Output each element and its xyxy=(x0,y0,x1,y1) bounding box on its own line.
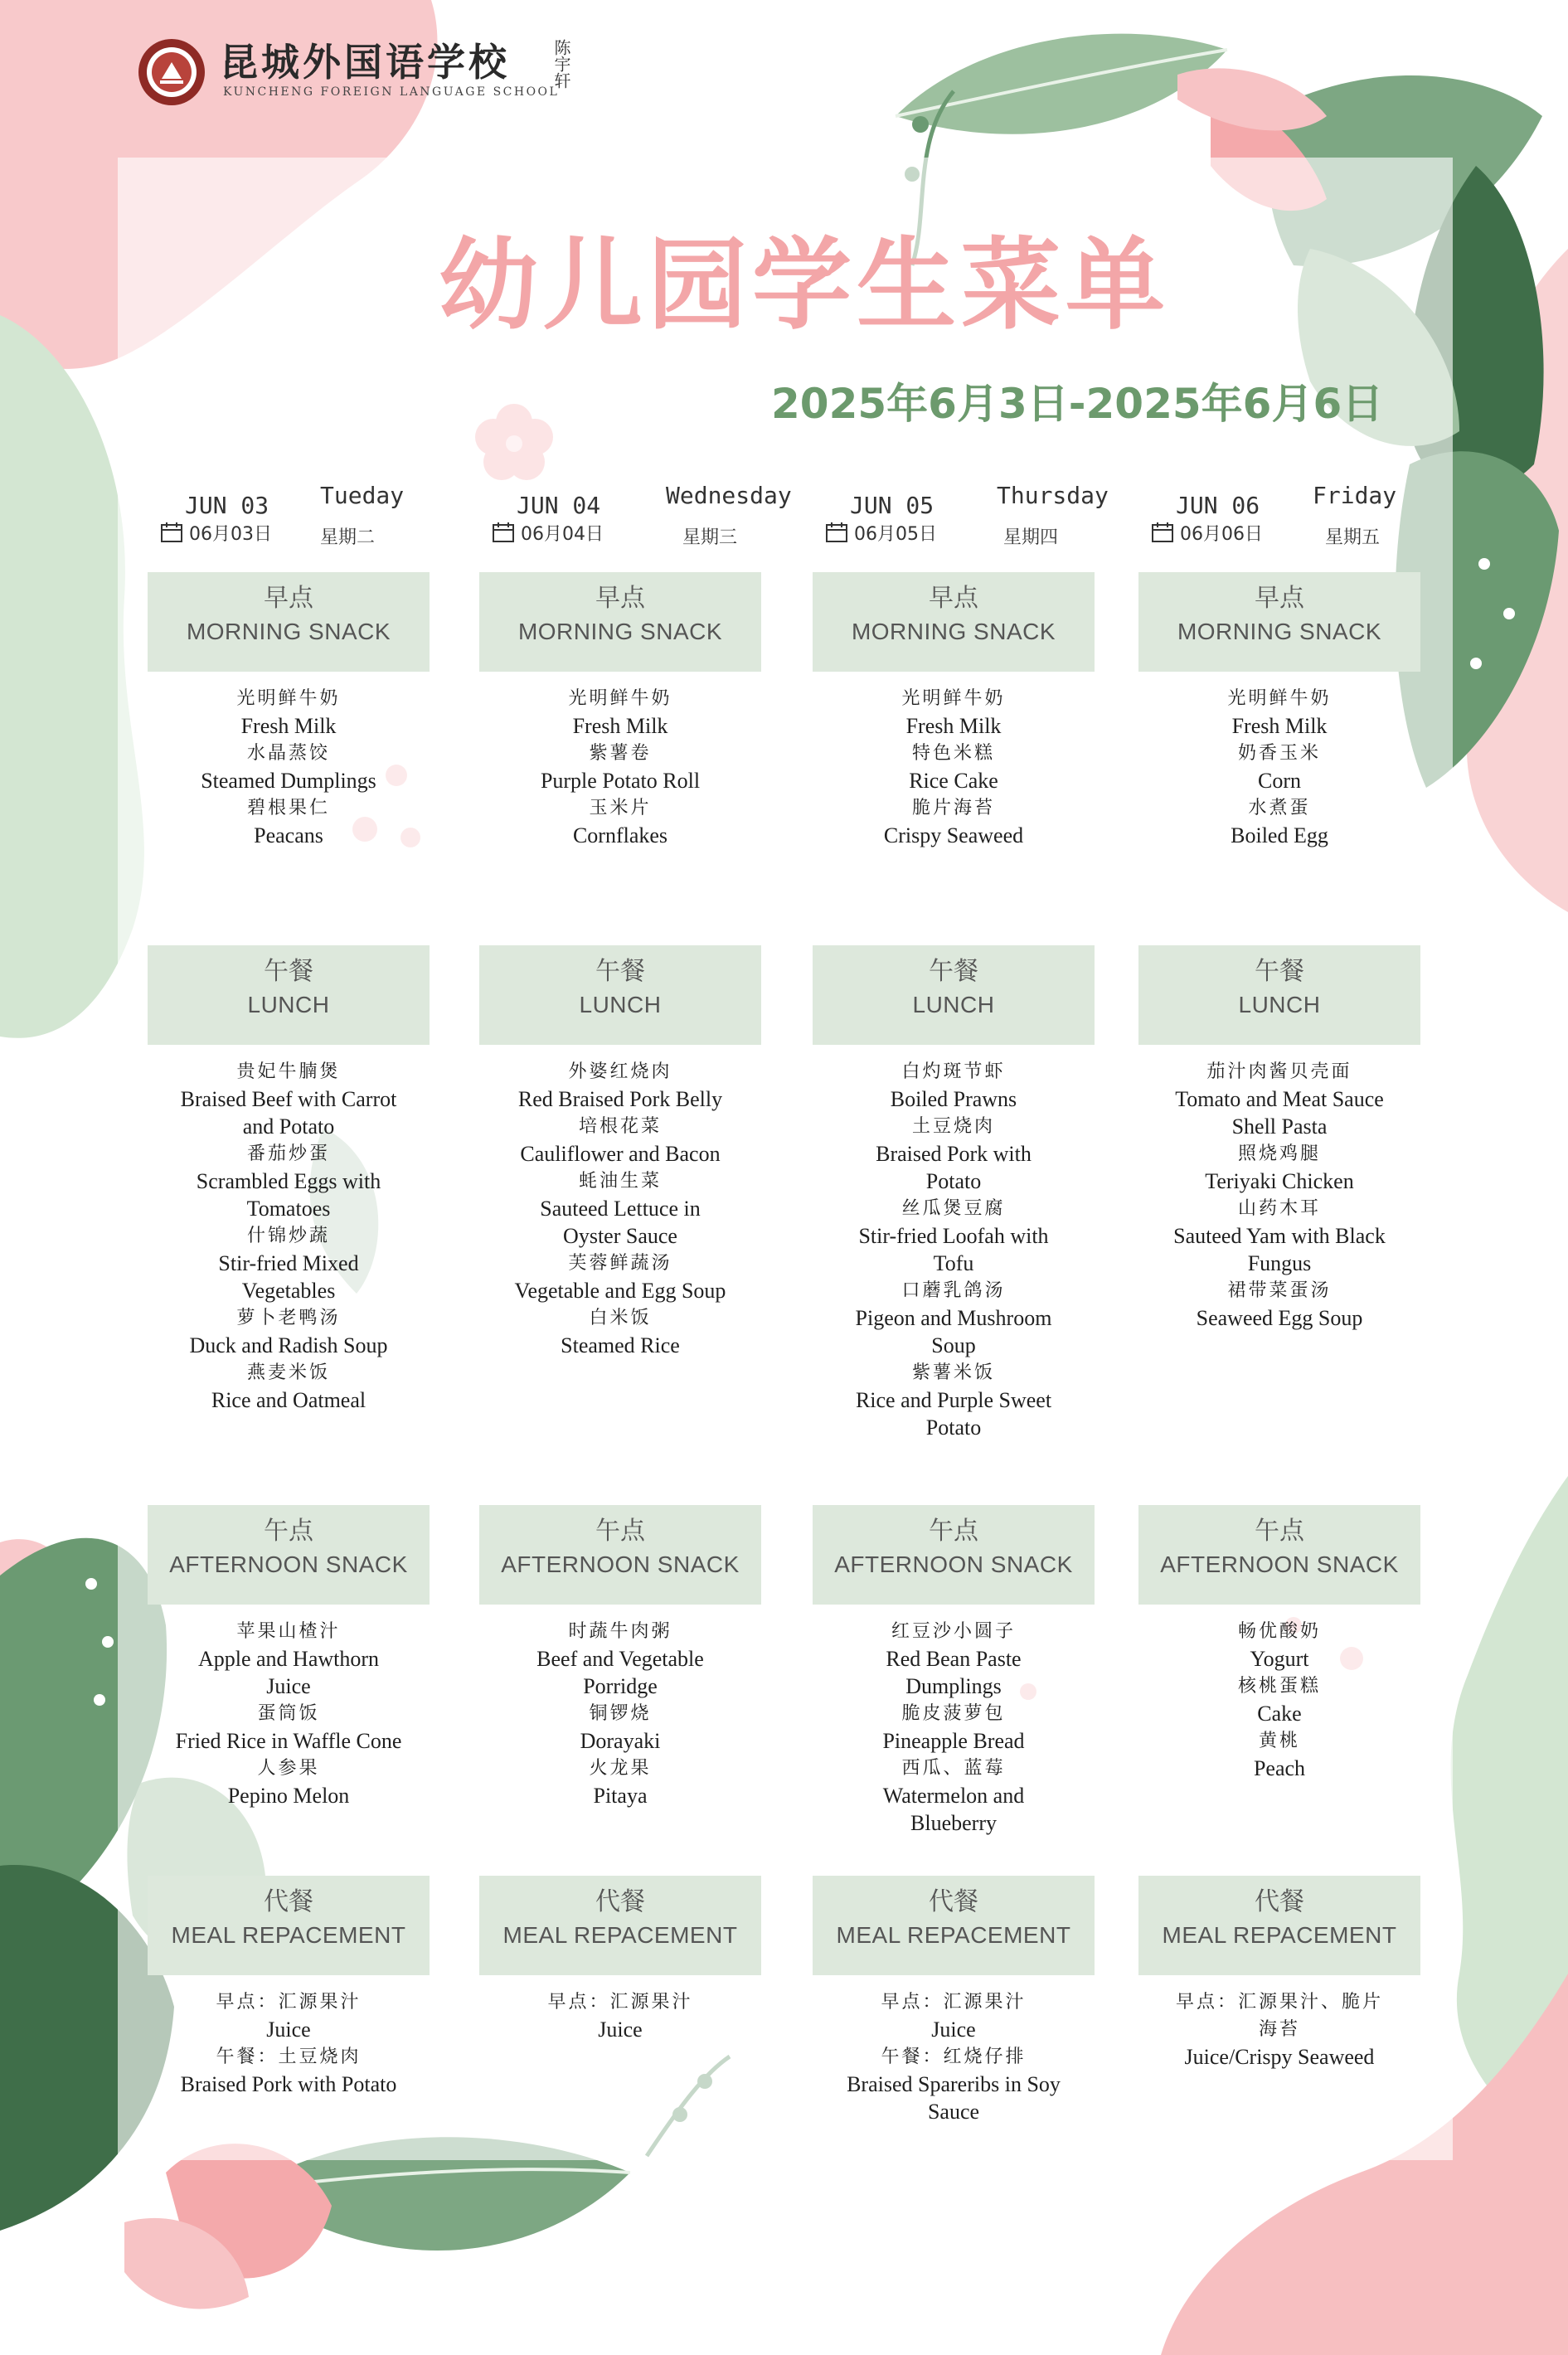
menu-item: Tofu xyxy=(933,1251,974,1275)
section-header xyxy=(813,1876,1095,1975)
item-list xyxy=(813,1058,1095,1441)
menu-item: Corn xyxy=(1258,769,1301,793)
section-afternoon-snack xyxy=(479,1505,761,1809)
section-title-en: MORNING SNACK xyxy=(517,619,723,644)
menu-title: 幼儿园学生菜单 xyxy=(439,228,1170,343)
day-column-1 xyxy=(148,477,430,2096)
school-emblem-icon xyxy=(137,37,206,107)
section-meal-replacement xyxy=(1138,1876,1420,2071)
section-header xyxy=(1138,1505,1420,1605)
day-header xyxy=(479,477,792,564)
day-header xyxy=(813,477,1109,564)
section-title-en: MEAL REPACEMENT xyxy=(836,1922,1071,1948)
menu-item: Peacans xyxy=(254,823,323,847)
section-title-en: AFTERNOON SNACK xyxy=(501,1551,740,1577)
section-title-cn: 早点 xyxy=(595,584,645,613)
menu-item: Pepino Melon xyxy=(227,1784,350,1808)
menu-item: Tomato and Meat Sauce xyxy=(1175,1087,1384,1111)
weekday-cn: 星期四 xyxy=(1003,527,1059,548)
section-title-cn: 午餐 xyxy=(1255,957,1304,986)
section-title-en: AFTERNOON SNACK xyxy=(169,1551,408,1577)
menu-item: Sauce xyxy=(927,2100,980,2124)
section-title-cn: 午点 xyxy=(1255,1517,1304,1546)
menu-item: 白米饭 xyxy=(589,1308,652,1328)
weekday-en: Wednesday xyxy=(666,482,792,509)
menu-item: 苹果山楂汁 xyxy=(236,1621,341,1642)
menu-item: Juice xyxy=(266,2018,311,2042)
item-list xyxy=(479,1058,761,1359)
menu-item: 茄汁肉酱贝壳面 xyxy=(1206,1061,1352,1082)
section-title-cn: 代餐 xyxy=(595,1887,645,1916)
section-title-cn: 午点 xyxy=(595,1517,645,1546)
section-title-en: MEAL REPACEMENT xyxy=(171,1922,406,1948)
section-title-en: MEAL REPACEMENT xyxy=(1162,1922,1397,1948)
menu-item: 人参果 xyxy=(257,1758,320,1779)
weekday-cn: 星期五 xyxy=(1325,527,1381,548)
month-day: JUN 03 xyxy=(185,492,269,519)
section-lunch xyxy=(148,945,430,1414)
section-morning-snack xyxy=(1138,572,1420,849)
menu-item: Potato xyxy=(925,1415,982,1440)
menu-item: 早点：汇源果汁 xyxy=(547,1992,693,2013)
item-list xyxy=(479,1618,761,1809)
menu-item: 火龙果 xyxy=(589,1758,652,1779)
menu-item: Peach xyxy=(1253,1756,1306,1780)
calendar-icon xyxy=(491,520,516,545)
section-meal-replacement xyxy=(479,1876,761,2043)
month-day: JUN 05 xyxy=(850,492,934,519)
menu-item: Fresh Milk xyxy=(240,714,337,738)
section-header xyxy=(1138,945,1420,1045)
menu-item: Juice/Crispy Seaweed xyxy=(1184,2045,1375,2069)
calendar-icon xyxy=(824,520,849,545)
menu-item: Fungus xyxy=(1247,1251,1312,1275)
menu-item: 黄桃 xyxy=(1258,1731,1300,1751)
item-list xyxy=(148,1058,430,1414)
section-header xyxy=(479,572,761,672)
section-lunch xyxy=(813,945,1095,1441)
menu-item: Cake xyxy=(1257,1702,1302,1726)
section-title-en: LUNCH xyxy=(247,992,330,1017)
section-header xyxy=(148,1505,430,1605)
menu-item: Steamed Rice xyxy=(561,1333,680,1357)
section-title-en: LUNCH xyxy=(1238,992,1321,1017)
section-afternoon-snack xyxy=(1138,1505,1420,1782)
section-title-cn: 午餐 xyxy=(264,957,313,986)
month-day: JUN 06 xyxy=(1176,492,1260,519)
menu-item: Braised Pork with xyxy=(876,1142,1032,1166)
calendar-icon xyxy=(1150,520,1175,545)
day-header xyxy=(148,477,430,564)
menu-item: Fresh Milk xyxy=(572,714,668,738)
menu-item: 核桃蛋糕 xyxy=(1237,1676,1321,1697)
menu-item: Watermelon and xyxy=(882,1784,1025,1808)
menu-item: Apple and Hawthorn xyxy=(197,1647,380,1671)
weekday-cn: 星期三 xyxy=(682,527,738,548)
section-lunch xyxy=(479,945,761,1359)
menu-item: Porridge xyxy=(583,1674,658,1698)
menu-item: 海苔 xyxy=(1258,2019,1300,2040)
menu-item: Braised Pork with Potato xyxy=(180,2072,397,2096)
section-title-en: LUNCH xyxy=(912,992,995,1017)
section-morning-snack xyxy=(813,572,1095,849)
menu-item: Vegetables xyxy=(241,1279,336,1303)
section-header xyxy=(813,945,1095,1045)
section-title-cn: 早点 xyxy=(264,584,313,613)
section-title-cn: 早点 xyxy=(1255,584,1304,613)
menu-item: Rice Cake xyxy=(909,769,998,793)
menu-item: 蛋筒饭 xyxy=(257,1703,320,1724)
section-title-cn: 午点 xyxy=(264,1517,313,1546)
section-header xyxy=(813,572,1095,672)
menu-item: Boiled Prawns xyxy=(890,1087,1017,1111)
section-header xyxy=(479,1876,761,1975)
weekday-en: Friday xyxy=(1313,482,1397,509)
menu-item: 光明鲜牛奶 xyxy=(568,688,672,709)
signature-seal: 陈宇轩 xyxy=(551,39,571,89)
cn-date: 06月04日 xyxy=(521,524,604,545)
item-list xyxy=(479,1988,761,2043)
section-header xyxy=(1138,572,1420,672)
menu-item: 照烧鸡腿 xyxy=(1237,1144,1321,1164)
menu-item: Oyster Sauce xyxy=(563,1224,677,1248)
weekday-en: Tueday xyxy=(320,482,405,509)
menu-item: Stir-fried Mixed xyxy=(218,1251,359,1275)
section-header xyxy=(1138,1876,1420,1975)
menu-item: Juice xyxy=(931,2018,976,2042)
menu-item: Yogurt xyxy=(1250,1647,1309,1671)
menu-item: 芙蓉鲜蔬汤 xyxy=(568,1253,672,1274)
menu-item: Red Braised Pork Belly xyxy=(517,1087,723,1111)
menu-item: Pigeon and Mushroom xyxy=(855,1306,1052,1330)
item-list xyxy=(1138,685,1420,849)
section-title-cn: 早点 xyxy=(929,584,978,613)
menu-item: Stir-fried Loofah with xyxy=(858,1224,1049,1248)
school-logo xyxy=(137,37,601,112)
section-title-en: LUNCH xyxy=(579,992,662,1017)
menu-item: 午餐：土豆烧肉 xyxy=(216,2047,362,2067)
section-header xyxy=(813,1505,1095,1605)
menu-item: Crispy Seaweed xyxy=(883,823,1024,847)
menu-item: Cornflakes xyxy=(572,823,668,847)
section-lunch xyxy=(1138,945,1420,1332)
section-afternoon-snack xyxy=(148,1505,430,1809)
menu-item: 蚝油生菜 xyxy=(578,1171,662,1192)
item-list xyxy=(479,685,761,849)
menu-item: Sauteed Yam with Black xyxy=(1173,1224,1386,1248)
section-title-cn: 午餐 xyxy=(929,957,978,986)
menu-item: Beef and Vegetable xyxy=(536,1647,704,1671)
section-title-en: MORNING SNACK xyxy=(186,619,391,644)
menu-item: Soup xyxy=(931,1333,976,1357)
section-morning-snack xyxy=(479,572,761,849)
item-list xyxy=(813,1988,1095,2125)
section-title-cn: 代餐 xyxy=(1255,1887,1304,1916)
menu-item: Rice and Oatmeal xyxy=(211,1388,367,1412)
menu-item: Red Bean Paste xyxy=(886,1647,1022,1671)
menu-item: Pineapple Bread xyxy=(882,1729,1025,1753)
menu-item: Rice and Purple Sweet xyxy=(855,1388,1052,1412)
menu-item: 口蘑乳鸽汤 xyxy=(901,1280,1006,1301)
menu-item: Seaweed Egg Soup xyxy=(1196,1306,1363,1330)
item-list xyxy=(1138,1058,1420,1332)
section-title-cn: 代餐 xyxy=(929,1887,978,1916)
date-range: 2025年6月3日-2025年6月6日 xyxy=(771,380,1384,428)
menu-item: Vegetable and Egg Soup xyxy=(514,1279,726,1303)
menu-item: 裙带菜蛋汤 xyxy=(1227,1280,1332,1301)
school-name-en: KUNCHENG FOREIGN LANGUAGE SCHOOL xyxy=(223,85,560,99)
section-morning-snack xyxy=(148,572,430,849)
section-header xyxy=(148,572,430,672)
menu-item: 特色米糕 xyxy=(911,743,995,764)
menu-item: Steamed Dumplings xyxy=(201,769,376,793)
menu-item: 脆皮菠萝包 xyxy=(901,1703,1006,1724)
menu-item: Pitaya xyxy=(593,1784,648,1808)
menu-item: 水晶蒸饺 xyxy=(246,743,330,764)
menu-item: Shell Pasta xyxy=(1231,1114,1328,1139)
section-header xyxy=(479,945,761,1045)
menu-item: 早点：汇源果汁、脆片 xyxy=(1175,1992,1383,2013)
menu-item: 萝卜老鸭汤 xyxy=(236,1308,341,1328)
menu-item: 土豆烧肉 xyxy=(911,1116,995,1137)
menu-item: Blueberry xyxy=(910,1811,997,1835)
menu-item: 外婆红烧肉 xyxy=(568,1061,672,1082)
menu-item: 紫薯米饭 xyxy=(911,1362,995,1383)
menu-item: 白灼斑节虾 xyxy=(901,1061,1006,1082)
calendar-icon xyxy=(159,520,184,545)
section-title-en: MORNING SNACK xyxy=(1177,619,1382,644)
item-list xyxy=(148,685,430,849)
menu-item: Sauteed Lettuce in xyxy=(540,1197,701,1221)
menu-item: 番茄炒蛋 xyxy=(246,1144,330,1164)
menu-item: Cauliflower and Bacon xyxy=(520,1142,721,1166)
section-meal-replacement xyxy=(813,1876,1095,2125)
menu-item: Fresh Milk xyxy=(1231,714,1328,738)
menu-item: 早点：汇源果汁 xyxy=(881,1992,1027,2013)
item-list xyxy=(813,685,1095,849)
cn-date: 06月06日 xyxy=(1180,524,1263,545)
menu-item: Scrambled Eggs with xyxy=(196,1169,381,1193)
section-header xyxy=(148,945,430,1045)
menu-item: 紫薯卷 xyxy=(589,743,652,764)
menu-item: Braised Beef with Carrot xyxy=(180,1087,397,1111)
menu-item: 燕麦米饭 xyxy=(246,1362,330,1383)
menu-item: Purple Potato Roll xyxy=(540,769,701,793)
menu-item: Teriyaki Chicken xyxy=(1205,1169,1354,1193)
day-column-2 xyxy=(479,477,792,2042)
cn-date: 06月05日 xyxy=(854,524,937,545)
section-header xyxy=(479,1505,761,1605)
menu-item: Duck and Radish Soup xyxy=(189,1333,388,1357)
menu-item: 畅优酸奶 xyxy=(1237,1621,1321,1642)
section-title-en: MEAL REPACEMENT xyxy=(502,1922,738,1948)
menu-item: 光明鲜牛奶 xyxy=(236,688,341,709)
section-title-cn: 代餐 xyxy=(264,1887,313,1916)
day-column-3 xyxy=(813,477,1109,2124)
menu-item: Juice xyxy=(266,1674,311,1698)
menu-item: 光明鲜牛奶 xyxy=(901,688,1006,709)
menu-item: Fresh Milk xyxy=(905,714,1002,738)
section-title-en: MORNING SNACK xyxy=(851,619,1056,644)
menu-item: 脆片海苔 xyxy=(911,798,995,818)
item-list xyxy=(148,1988,430,2098)
menu-item: Tomatoes xyxy=(246,1197,331,1221)
section-title-cn: 午餐 xyxy=(595,957,645,986)
menu-item: Boiled Egg xyxy=(1231,823,1328,847)
menu-item: 铜锣烧 xyxy=(589,1703,652,1724)
menu-item: 什锦炒蔬 xyxy=(246,1226,330,1246)
menu-item: 山药木耳 xyxy=(1237,1198,1321,1219)
menu-item: 红豆沙小圆子 xyxy=(891,1621,1016,1642)
menu-item: 光明鲜牛奶 xyxy=(1227,688,1332,709)
section-afternoon-snack xyxy=(813,1505,1095,1837)
day-column-4 xyxy=(1138,477,1420,2069)
section-title-en: AFTERNOON SNACK xyxy=(1160,1551,1399,1577)
item-list xyxy=(1138,1618,1420,1782)
menu-item: Fried Rice in Waffle Cone xyxy=(175,1729,402,1753)
menu-item: Braised Spareribs in Soy xyxy=(847,2072,1061,2096)
menu-item: Dumplings xyxy=(905,1674,1002,1698)
section-title-cn: 午点 xyxy=(929,1517,978,1546)
menu-item: 西瓜、蓝莓 xyxy=(901,1758,1006,1779)
cn-date: 06月03日 xyxy=(189,524,272,545)
school-name-cn: 昆城外国语学校 xyxy=(220,40,510,85)
menu-item: Dorayaki xyxy=(580,1729,661,1753)
section-title-en: AFTERNOON SNACK xyxy=(834,1551,1073,1577)
day-header xyxy=(1138,477,1420,564)
menu-item: 时蔬牛肉粥 xyxy=(568,1621,672,1642)
menu-item: 水煮蛋 xyxy=(1248,798,1311,818)
item-list xyxy=(813,1618,1095,1837)
weekday-en: Thursday xyxy=(997,482,1109,509)
item-list xyxy=(148,1618,430,1809)
menu-item: 贵妃牛腩煲 xyxy=(236,1061,341,1082)
weekday-cn: 星期二 xyxy=(320,527,376,548)
month-day: JUN 04 xyxy=(517,492,601,519)
menu-item: 奶香玉米 xyxy=(1237,743,1321,764)
menu-item: 玉米片 xyxy=(589,798,652,818)
menu-item: 碧根果仁 xyxy=(246,798,330,818)
menu-item: 培根花菜 xyxy=(578,1116,662,1137)
menu-item: 丝瓜煲豆腐 xyxy=(901,1198,1006,1219)
menu-item: Potato xyxy=(925,1169,982,1193)
item-list xyxy=(1138,1988,1420,2071)
menu-item: 早点：汇源果汁 xyxy=(216,1992,362,2013)
menu-item: Juice xyxy=(598,2018,643,2042)
section-header xyxy=(148,1876,430,1975)
menu-item: and Potato xyxy=(242,1114,335,1139)
section-meal-replacement xyxy=(148,1876,430,2098)
menu-item: 午餐：红烧仔排 xyxy=(881,2047,1027,2067)
